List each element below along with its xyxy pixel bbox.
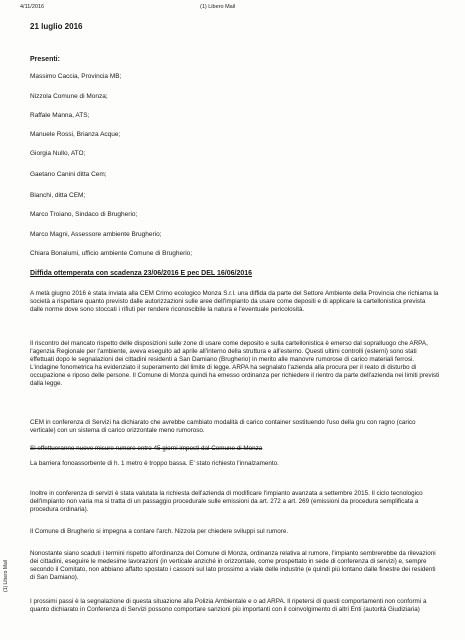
attendees-label: Presenti: <box>30 56 60 63</box>
attendee-item: Massimo Caccia, Provincia MB; <box>30 73 122 80</box>
side-source-label: (1) Libero Mail <box>3 560 9 592</box>
print-date: 4/11/2016 <box>20 4 45 10</box>
attendee-item: Raffale Manna, ATS; <box>30 112 90 119</box>
attendee-item: Gaetano Canini ditta Cem; <box>30 171 107 178</box>
attendee-item: Chiara Bonalumi, ufficio ambiente Comune di Brugherio; <box>30 250 193 257</box>
paragraph-modifica: Inoltre in conferenza di servizi è stata valutata la richiesta dell'azienda di modificare l'impianto avanzata a settembre 2015. Il ciclo tecnologico dell'impianto non varia ma si tratta di un passaggio procedurale sulle emissioni da art. 272 a art. 269 (emissioni da procedura semplificata a procedura ordinaria). <box>30 490 423 513</box>
attendee-item: Manuele Rossi, Brianza Acque; <box>30 131 121 138</box>
paragraph-barriera: La barriera fonoassorbente di h. 1 metro è troppo bassa. E' stato richiesto l'innalzamento. <box>30 460 279 467</box>
paragraph-prossimi: I prossimi passi è la segnalazione di questa situazione alla Polizia Ambientale e o ad ARPA. Il ripetersi di questi comportamenti non conformi a quanto dichiarato in Conferenza di Servizi possono comportare sanzioni più importanti con il coinvolgimento di altri Enti (autorità Giudiziaria) <box>30 598 427 613</box>
attendee-item: Marco Magni, Assessore ambiente Brugherio; <box>30 231 162 238</box>
paragraph-cem: CEM in conferenza di Servizi ha dichiarato che avrebbe cambiato modalità di carico container sostituendo l'uso della gru con ragno (carico verticale) con un sistema di carico orizzontale meno rumoroso. <box>30 419 416 434</box>
paragraph-diffida: A metà giugno 2016 è stata inviata alla CEM Crimo ecologico Monza S.r.l. una diffida da parte del Settore Ambiente della Provincia che richiama la società a rispettare quanto previsto dalle autorizzazioni sulle aree dell'impianto da usare come depositi e di applicare la cartellonistica prevista dalle norme dove sono stoccati i rifiuti per rendere riconoscibile la natura e l'eventuale pericolosità. <box>30 290 439 313</box>
attendee-item: Bianchi, ditta CEM; <box>30 192 86 199</box>
attendee-item: Nizzola Comune di Monza; <box>30 93 108 100</box>
print-source: (1) Libero Mail <box>200 4 236 10</box>
attendee-item: Marco Troiano, Sindaco di Brugherio; <box>30 211 138 218</box>
section-heading: Diffida ottemperata con scadenza 23/06/2016 E pec DEL 16/06/2016 <box>30 270 253 277</box>
attendee-item: Giorgia Nullo, ATO; <box>30 150 86 157</box>
paragraph-nonostante: Nonostante siano scaduti i termini rispetto all'ordinanza del Comune di Monza, ordinanza relativa al rumore, l'impianto sembrerebbe da rilevazioni dei cittadini, eseguire le medesime lavorazioni (in verticale anziché in orizzontale, come prospettato in sede di conferenza di servizi) e, sempre secondo il Comitato, non abbiano affatto spostato i cassoni sul lato prossimo a viale delle industrie (e quindi più lontano dalle finestre dei residenti di San Damiano). <box>30 550 436 581</box>
paragraph-misure: Si effettueranno nuove misure rumore entro 45 giorni imposti dal Comune di Monza <box>30 445 263 452</box>
paragraph-brugherio: Il Comune di Brugherio si impegna a contare l'arch. Nizzola per chiedere sviluppi sul rumore. <box>30 528 289 535</box>
meeting-date: 21 luglio 2016 <box>30 22 83 31</box>
paragraph-riscontro: Il riscontro del mancato rispetto delle disposizioni sulle zone di usare come deposito e sulla cartellonistica è emerso dal sopralluogo che ARPA, l'agenzia Regionale per l'ambiente, aveva eseguito ad aprile all'interno della struttura e all'esterno. Questi ultimi controlli (esterni) sono stati effettuati dopo le segnalazioni dei cittadini residenti a San Damiano (Brugherio) in merito alle manovre rumorose di carico materiali ferrosi. L'indagine fonometrica ha evidenziato il superamento del limite di legge. ARPA ha segnalato l'azienda alla procura per il reato di disturbo di occupazione e riposo delle persone. Il Comune di Monza quindi ha emesso ordinanza per richiedere il rientro da parte dell'azienda nei limiti previsti dalla legge. <box>30 340 440 387</box>
